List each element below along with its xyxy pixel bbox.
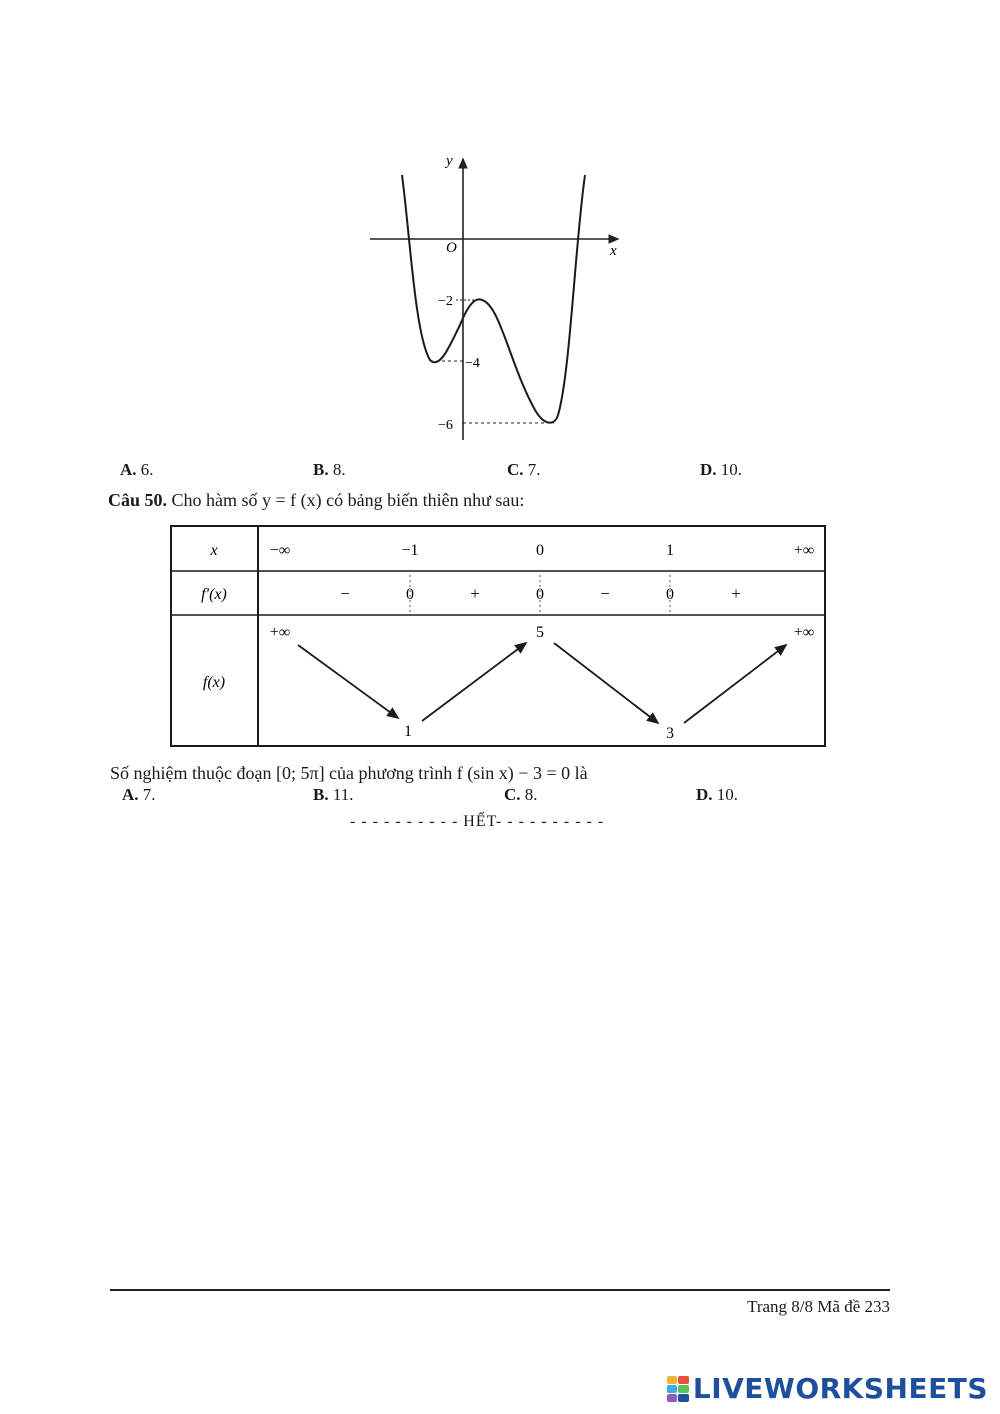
sign-cell: − [340,584,350,603]
arrow-down [298,645,398,718]
q49-option-b[interactable]: B. 8. [313,460,346,479]
arrow-up [422,643,526,721]
f-value-left-top: +∞ [269,624,291,641]
f-value-max: 5 [536,624,544,641]
row-header-fprime: f′(x) [201,586,227,603]
x-value: 1 [666,542,674,559]
q50-label: Câu 50. [108,490,168,510]
sign-cell: + [470,584,480,603]
q50-prompt [108,490,524,511]
q49-option-c[interactable]: C. 7. [507,460,541,479]
q50-question: Số nghiệm thuộc đoạn [0; 5π] của phương trình f (sin x) − 3 = 0 là [110,763,588,783]
q50-option-d[interactable]: D. 10. [696,785,739,804]
arrow-up [684,645,786,723]
origin-label: O [446,240,457,256]
zero-cell: 0 [666,586,674,603]
tick-label-minus6: −6 [438,418,453,433]
zero-cell: 0 [536,586,544,603]
q50-text: Cho hàm số y = f (x) có bảng biến thiên như sau: [171,490,525,510]
x-axis-label: x [610,243,617,259]
q50-option-c[interactable]: C. 8. [504,785,538,804]
row-header-x: x [210,542,218,559]
zero-cell: 0 [406,586,414,603]
footer-divider [110,1289,890,1291]
brand-text: LIVEWORKSHEETS [692,1372,988,1405]
q50-option-a[interactable]: A. 7. [122,785,156,804]
x-value: −∞ [269,542,291,559]
f-value-right-top: +∞ [793,624,815,641]
tick-label-minus4: −4 [465,356,480,371]
end-marker: - - - - - - - - - - HẾT- - - - - - - - - - [350,813,605,830]
tick-label-minus2: −2 [438,294,453,309]
liveworksheets-logo-icon [667,1376,689,1402]
page-footer: Trang 8/8 Mã đề 233 [747,1297,890,1316]
f-value-min1: 1 [404,723,412,740]
f-value-min2: 3 [666,725,674,742]
sign-cell: − [600,584,610,603]
x-value: +∞ [793,542,815,559]
x-value: 0 [536,542,544,559]
y-axis-label: y [446,153,453,169]
brand-watermark [667,1372,988,1405]
arrow-down [554,643,658,723]
sign-cell: + [731,584,741,603]
function-graph [360,145,640,445]
x-value: −1 [401,542,419,559]
function-curve [402,175,585,423]
q50-option-b[interactable]: B. 11. [313,785,354,804]
q49-option-a[interactable]: A. 6. [120,460,154,479]
q49-option-d[interactable]: D. 10. [700,460,743,479]
row-header-f: f(x) [202,674,226,691]
variation-table [170,525,826,747]
